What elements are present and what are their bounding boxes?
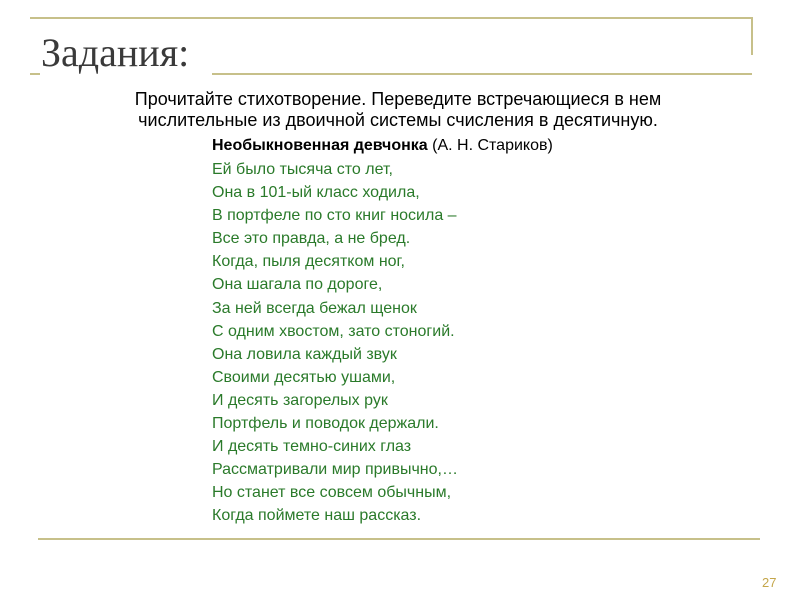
poem-line: Но станет все совсем обычным, [212,484,452,502]
poem-title: Необыкновенная девчонка [212,137,428,154]
poem-line: И десять темно-синих глаз [212,438,412,456]
poem-line: Она ловила каждый звук [212,345,397,363]
poem-line: Портфель и поводок держали. [212,415,439,433]
poem-line: Когда, пыля десятком ног, [212,253,405,271]
task-instruction [40,89,756,131]
poem-line: За ней всегда бежал щенок [212,299,417,317]
instruction-line-2: числительные из двоичной системы счисления в десятичную. [138,110,658,130]
poem-line: Все это правда, а не бред. [212,230,411,248]
poem-line: Она в 101-ый класс ходила, [212,184,420,202]
poem-line: В портфеле по сто книг носила – [212,207,457,225]
poem-line: Она шагала по дороге, [212,276,383,294]
right-corner-line [751,17,753,55]
poem-line: Своими десятью ушами, [212,368,396,386]
poem-heading [212,136,553,156]
poem-line: Когда поймете наш рассказ. [212,507,422,525]
instruction-line-1: Прочитайте стихотворение. Переведите встречающиеся в нем [134,89,662,109]
poem-lines [212,158,553,528]
bottom-border-line [38,538,760,540]
poem-author: (А. Н. Стариков) [432,137,553,154]
poem-line: И десять загорелых рук [212,391,388,409]
page-number: 27 [762,575,777,590]
top-border-line [30,17,752,19]
slide-title: Задания: [41,30,190,75]
poem-line: Ей было тысяча сто лет, [212,161,393,178]
poem [212,136,553,528]
poem-line: Рассматривали мир привычно,… [212,461,458,479]
poem-line: С одним хвостом, зато стоногий. [212,322,455,340]
